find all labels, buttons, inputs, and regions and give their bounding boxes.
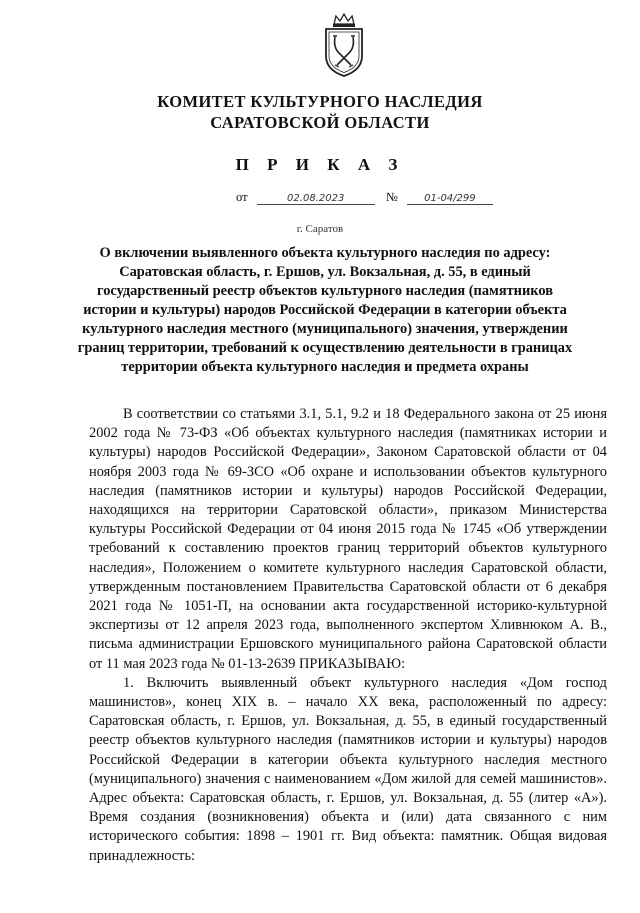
city: г. Саратов xyxy=(296,223,344,235)
order-item-1: 1. Включить выявленный объект культурного наследия «Дом господ машинистов», конец XIX в. – начало XX века, расположенный по адресу: Саратовская область, г. Ершов, ул. Вокзальная, д. 55, в единый государственный реестр объектов культурного наследия (памятников истории и культуры) народов Российской Федерации в категории объекта культурного наследия местного (муниципального) значения с наименованием «Дом жилой для семей машинистов». Адрес объекта: Саратовская область, г. Ершов, ул. Вокзальная, д. 55 (литер «А»). Время создания (возникновения) объекта и (или) дата связанного с ним исторического события: 1898 – 1901 гг. Вид объекта: памятник. Общая видовая принадлежность: xyxy=(89,674,607,864)
date-value: 02.08.2023 xyxy=(257,193,375,205)
date-label: от xyxy=(236,190,248,204)
number-label: № xyxy=(385,190,398,204)
number-value: 01-04/299 xyxy=(407,193,493,205)
org-name-line2: САРАТОВСКОЙ ОБЛАСТИ xyxy=(210,113,430,132)
date-number-line xyxy=(236,190,493,205)
saratov-coat-of-arms-icon xyxy=(318,10,370,80)
document-title: О включении выявленного объекта культурного наследия по адресу: Саратовская область, г. Ершов, ул. Вокзальная, д. 55, в единый государственный реестр объектов культурного наследия (памятников истории и культуры) народов Российской Федерации в категории объекта культурного наследия местного (муниципального) значения, утверждении границ территории, требований к осуществлению деятельности в границах территории объекта культурного наследия и предмета охраны xyxy=(77,245,573,375)
preamble-paragraph: В соответствии со статьями 3.1, 5.1, 9.2 и 18 Федерального закона от 25 июня 2002 года № 73-ФЗ «Об объектах культурного наследия (памятниках истории и культуры) народов Российской Федерации», Законом Саратовской области от 04 ноября 2003 года № 69-ЗСО «Об охране и использовании объектов культурного наследия (памятников истории и культуры) народов Российской Федерации, находящихся на территории Саратовской области», приказом Министерства культуры Российской Федерации от 04 июня 2015 года № 1745 «Об утверждении требований к составлению проектов границ территорий объектов культурного наследия», Положением о комитете культурного наследия Саратовской области, утвержденным постановлением Правительства Саратовской области от 6 декабря 2021 года № 1051-П, на основании акта государственной историко-культурной экспертизы от 12 апреля 2023 года, выполненного экспертом Хливнюком А. В., письма администрации Ершовского муниципального района Саратовской области от 11 мая 2023 года № 01-13-2639 ПРИКАЗЫВАЮ: xyxy=(89,406,607,672)
document-body xyxy=(89,405,607,866)
document-type-heading: П Р И К А З xyxy=(235,155,405,174)
org-name-line1: КОМИТЕТ КУЛЬТУРНОГО НАСЛЕДИЯ xyxy=(157,92,483,111)
